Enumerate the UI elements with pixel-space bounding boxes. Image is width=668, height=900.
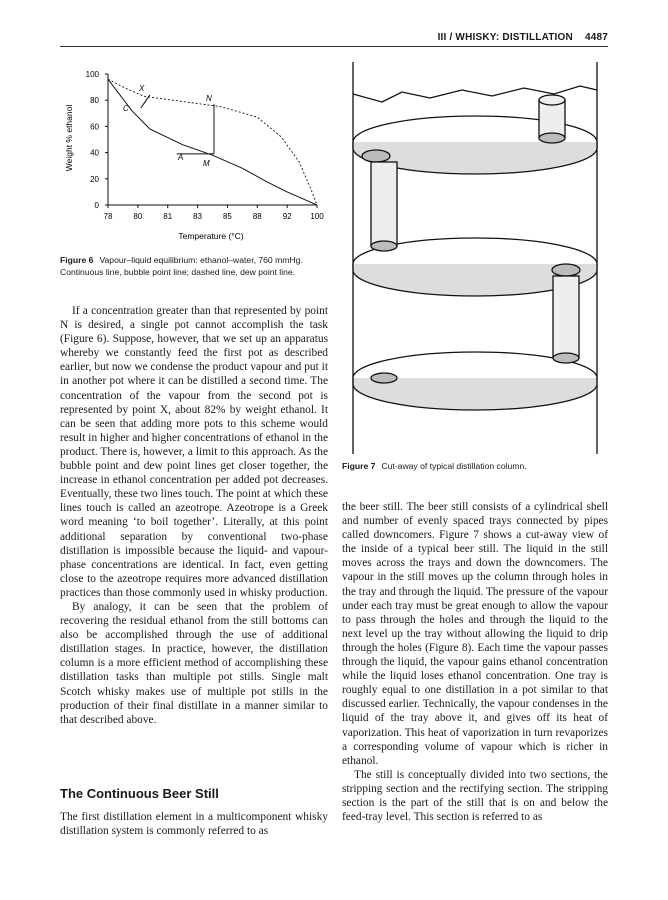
running-header [438, 32, 608, 43]
body-paragraph: The first distillation element in a multicomponent whisky distillation system is commonly referred to as [60, 811, 328, 838]
y-axis-label: Weight % ethanol [64, 104, 74, 172]
x-axis-label: Temperature (°C) [178, 231, 244, 241]
x-tick-label: 80 [133, 212, 143, 221]
y-tick-label: 40 [90, 148, 99, 158]
point-label-n: N [206, 94, 212, 103]
y-tick-label: 100 [85, 70, 99, 79]
point-label-c: C [123, 104, 129, 113]
body-paragraph: By analogy, it can be seen that the problem of recovering the residual ethanol from the still bottoms can also be accomplished through the use of additional distillation stages. In practice, however, the distillation column is a more efficient method of accomplishing these distillation tasks than multiple pot stills. Single malt Scotch whisky makes use of multiple pot stills in the production of their final distillate in a manner similar to that described above. [60, 600, 328, 726]
body-paragraph: The still is conceptually divided into two sections, the stripping section and the rectifying section. The stripping section is the part of the still that is on and below the feed-tray level. This section is referred to as [342, 768, 608, 824]
y-tick-label: 60 [90, 122, 99, 132]
figure-7-caption-text: Cut-away of typical distillation column. [381, 461, 527, 471]
section-intro [60, 810, 328, 838]
x-tick-label: 78 [103, 212, 113, 221]
x-tick-label: 88 [252, 212, 262, 221]
figure-6-caption [60, 254, 342, 278]
y-tick-label: 80 [90, 96, 99, 106]
figure-7-label: Figure 7 [342, 461, 376, 471]
figure-6-chart [60, 62, 340, 247]
bubble-point-line [108, 79, 317, 205]
left-column [60, 304, 328, 727]
y-tick-label: 20 [90, 174, 99, 184]
point-label-x: X [139, 84, 145, 93]
chart-plot-layer [86, 70, 325, 221]
page-number: 4487 [584, 32, 608, 43]
right-column [342, 500, 608, 824]
y-tick-label: 0 [94, 201, 99, 210]
header-title: III / WHISKY: DISTILLATION [437, 32, 573, 43]
figure-6-label: Figure 6 [60, 255, 94, 265]
figure-7-distillation-column [342, 62, 608, 454]
x-tick-label: 92 [282, 212, 292, 221]
figure-7-caption [342, 460, 608, 472]
section-heading: The Continuous Beer Still [60, 786, 219, 801]
point-label-m: M [203, 159, 210, 168]
x-tick-label: 100 [310, 212, 324, 221]
header-rule [60, 46, 608, 47]
x-tick-label: 83 [193, 212, 203, 221]
body-paragraph: If a concentration greater than that represented by point N is desired, a single pot cannot accomplish the task (Figure 6). Suppose, however, that we set up an apparatus whereby we constantly feed the first pot as described earlier, but now we condense the product vapour and put it in another pot where it can be distilled a second time. The concentration of the vapour from the second pot is represented by point X, about 82% by weight ethanol. It can be seen that adding more pots to this scheme would result in higher and higher concentrations of ethanol in the product. There is, however, a limit to this approach. As the bubble point and dew point lines get closer together, the increase in ethanol concentration per added pot decreases. Eventually, these two lines touch. The point at which these lines touch is called an azeotrope. Azeotrope is a Greek word meaning ‘to boil together’. Literally, at this point additional separation by conventional two-phase distillation is impossible because the liquid- and vapour-phase concentrations are identical. In fact, even getting close to the azeotrope requires more advanced distillation practices than those commonly used in whisky production. [60, 305, 328, 599]
figure-6-caption-text: Vapour–liquid equilibrium: ethanol–water, 760 mmHg. Continuous line, bubble point line; dashed line, dew point line. [60, 255, 303, 277]
x-tick-label: 81 [163, 212, 173, 221]
point-label-a: A [178, 153, 184, 162]
body-paragraph: the beer still. The beer still consists of a cylindrical shell and number of evenly spaced trays connected by pipes called downcomers. Figure 7 shows a cut-away view of the inside of a typical beer still. The liquid in the still moves across the trays and down the downcomers. The vapour in the still moves up the column through holes in the tray and through the liquid. The pressure of the vapour under each tray must be great enough to allow the vapour to pass through the holes and through the liquid to the next level up the tray without allowing the liquid to drip through the holes (Figure 8). Each time the vapour passes through the liquid, the vapour gains ethanol concentration while the liquid loses ethanol concentration. One tray is roughly equal to one distillation in a pot similar to that discussed earlier. Technically, the vapour condenses in the liquid of the tray above it, and gives off its heat of vaporization. This heat of vaporization in turn revaporizes a corresponding volume of vapour which is richer in ethanol. [342, 501, 608, 767]
x-tick-label: 85 [222, 212, 232, 221]
dew-point-line [108, 79, 317, 205]
